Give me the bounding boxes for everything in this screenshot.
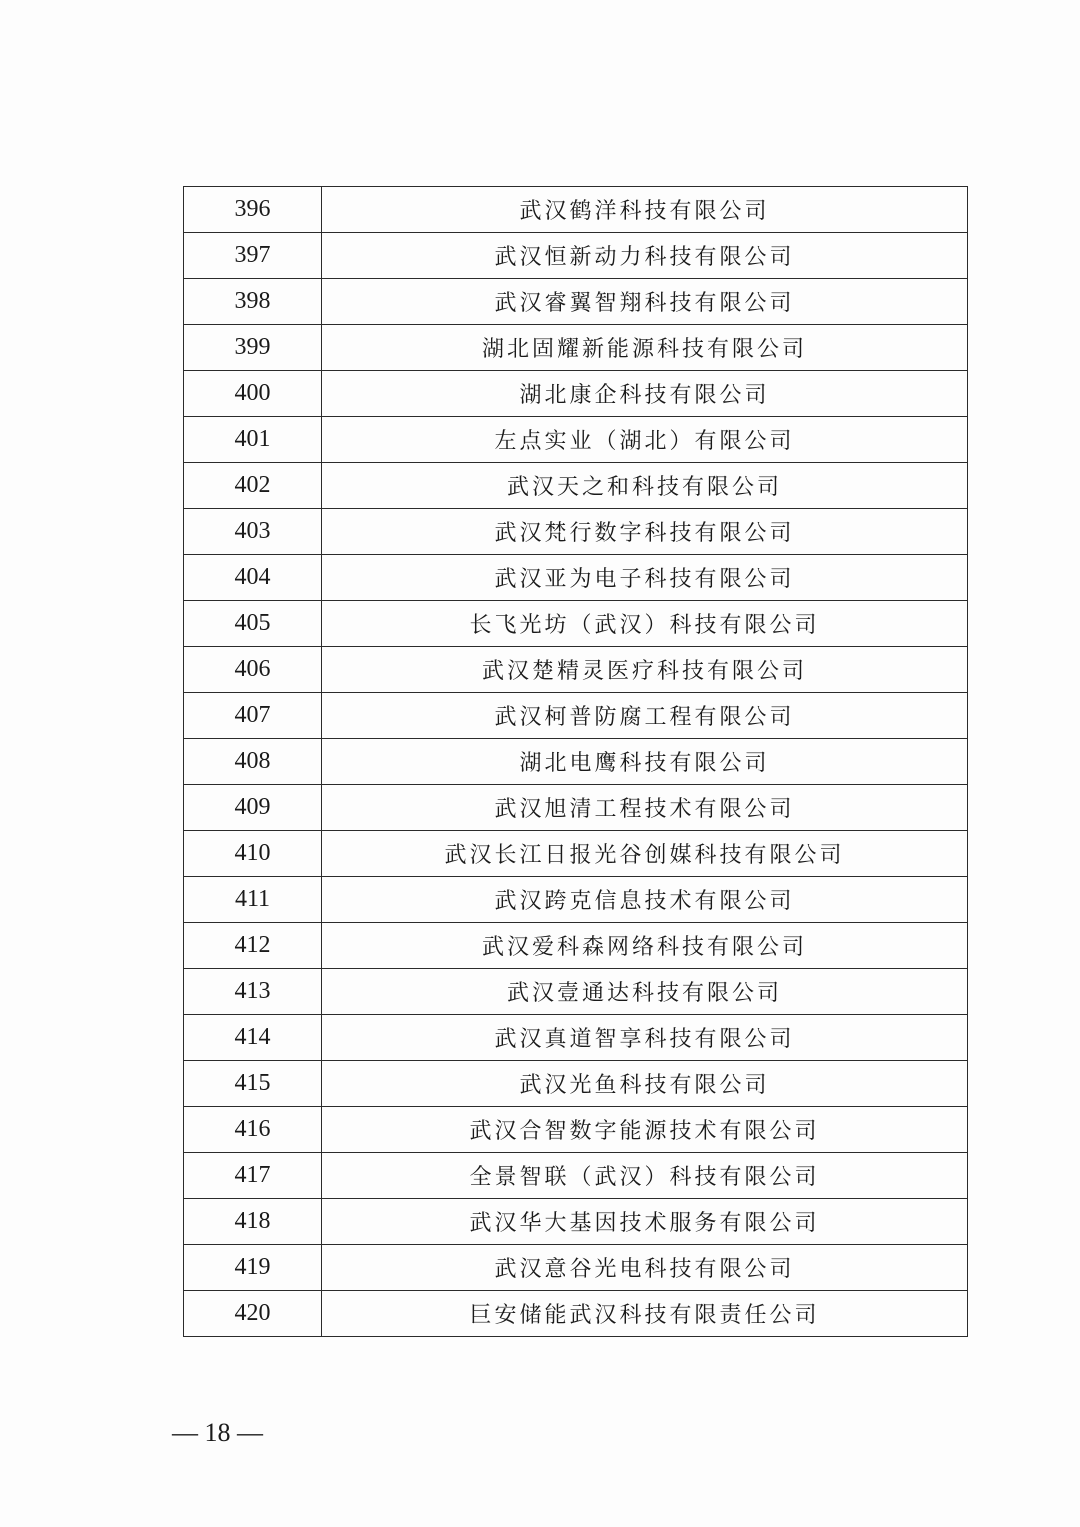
table-row	[184, 1245, 968, 1291]
company-name: 武汉爱科森网络科技有限公司	[322, 923, 968, 969]
company-name: 武汉梵行数字科技有限公司	[322, 509, 968, 555]
row-number: 397	[184, 233, 322, 279]
row-number: 406	[184, 647, 322, 693]
company-name: 武汉壹通达科技有限公司	[322, 969, 968, 1015]
table-row	[184, 647, 968, 693]
row-number: 419	[184, 1245, 322, 1291]
row-number: 417	[184, 1153, 322, 1199]
row-number: 407	[184, 693, 322, 739]
table-row	[184, 877, 968, 923]
company-name: 武汉天之和科技有限公司	[322, 463, 968, 509]
company-name: 武汉意谷光电科技有限公司	[322, 1245, 968, 1291]
company-name: 武汉跨克信息技术有限公司	[322, 877, 968, 923]
row-number: 412	[184, 923, 322, 969]
table-row	[184, 831, 968, 877]
page-number: — 18 —	[172, 1418, 263, 1447]
table-row	[184, 923, 968, 969]
company-name: 武汉长江日报光谷创媒科技有限公司	[322, 831, 968, 877]
table-row	[184, 969, 968, 1015]
company-name: 巨安储能武汉科技有限责任公司	[322, 1291, 968, 1337]
table-row	[184, 187, 968, 233]
row-number: 399	[184, 325, 322, 371]
table-row	[184, 279, 968, 325]
row-number: 400	[184, 371, 322, 417]
company-name: 湖北固耀新能源科技有限公司	[322, 325, 968, 371]
row-number: 404	[184, 555, 322, 601]
company-name: 全景智联（武汉）科技有限公司	[322, 1153, 968, 1199]
row-number: 411	[184, 877, 322, 923]
row-number: 403	[184, 509, 322, 555]
table-row	[184, 233, 968, 279]
row-number: 413	[184, 969, 322, 1015]
table-row	[184, 1061, 968, 1107]
company-name: 武汉旭清工程技术有限公司	[322, 785, 968, 831]
row-number: 405	[184, 601, 322, 647]
table-row	[184, 1153, 968, 1199]
company-name: 武汉真道智享科技有限公司	[322, 1015, 968, 1061]
row-number: 401	[184, 417, 322, 463]
table-row	[184, 371, 968, 417]
table-row	[184, 1107, 968, 1153]
row-number: 402	[184, 463, 322, 509]
table-row	[184, 601, 968, 647]
row-number: 398	[184, 279, 322, 325]
company-name: 湖北康企科技有限公司	[322, 371, 968, 417]
company-name: 武汉恒新动力科技有限公司	[322, 233, 968, 279]
table-row	[184, 509, 968, 555]
company-name: 武汉睿翼智翔科技有限公司	[322, 279, 968, 325]
company-name: 长飞光坊（武汉）科技有限公司	[322, 601, 968, 647]
table-row	[184, 1199, 968, 1245]
row-number: 410	[184, 831, 322, 877]
row-number: 409	[184, 785, 322, 831]
company-name: 武汉亚为电子科技有限公司	[322, 555, 968, 601]
table-row	[184, 693, 968, 739]
table-row	[184, 785, 968, 831]
company-name: 湖北电鹰科技有限公司	[322, 739, 968, 785]
table-row	[184, 417, 968, 463]
company-list-table	[183, 186, 968, 1337]
company-name: 武汉光鱼科技有限公司	[322, 1061, 968, 1107]
company-name: 左点实业（湖北）有限公司	[322, 417, 968, 463]
company-name: 武汉楚精灵医疗科技有限公司	[322, 647, 968, 693]
company-name: 武汉合智数字能源技术有限公司	[322, 1107, 968, 1153]
table-row	[184, 463, 968, 509]
row-number: 420	[184, 1291, 322, 1337]
table-row	[184, 1015, 968, 1061]
row-number: 408	[184, 739, 322, 785]
table-row	[184, 325, 968, 371]
table-row	[184, 739, 968, 785]
company-name: 武汉鹤洋科技有限公司	[322, 187, 968, 233]
row-number: 416	[184, 1107, 322, 1153]
row-number: 396	[184, 187, 322, 233]
row-number: 415	[184, 1061, 322, 1107]
table-row	[184, 555, 968, 601]
row-number: 414	[184, 1015, 322, 1061]
company-name: 武汉柯普防腐工程有限公司	[322, 693, 968, 739]
company-name: 武汉华大基因技术服务有限公司	[322, 1199, 968, 1245]
table-row	[184, 1291, 968, 1337]
row-number: 418	[184, 1199, 322, 1245]
